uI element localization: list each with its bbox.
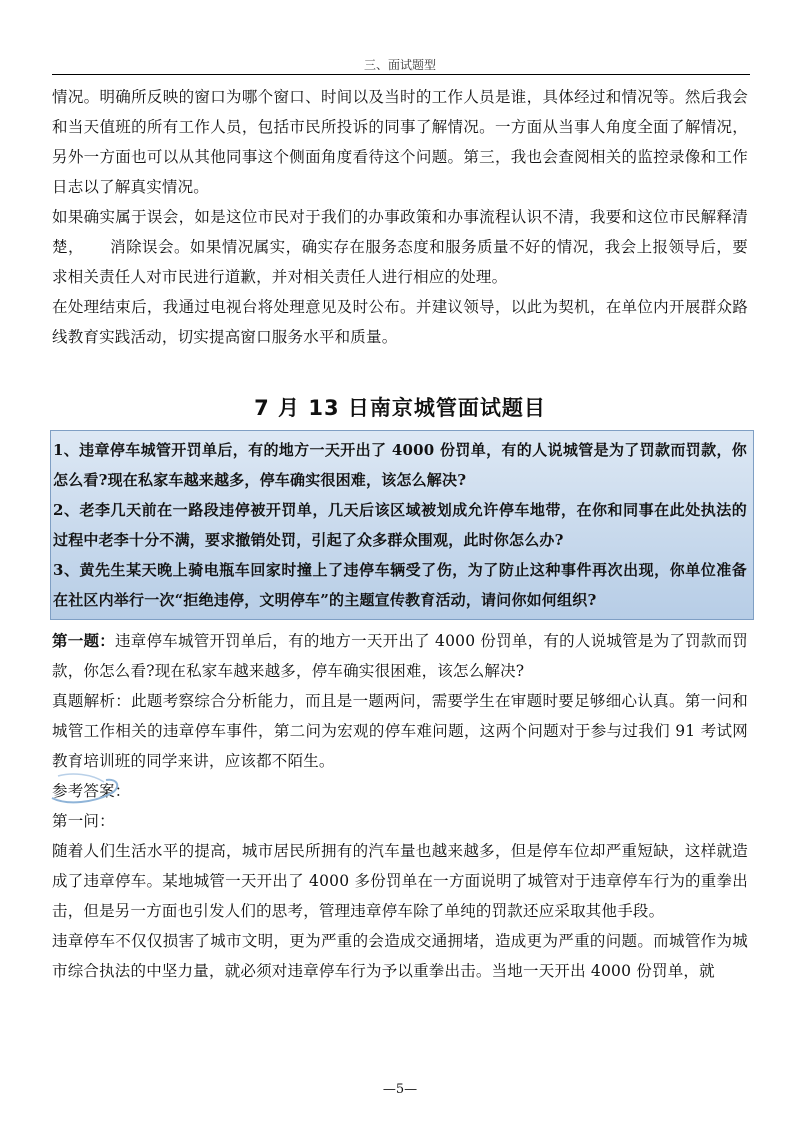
- page-content: [52, 82, 748, 986]
- intro-paragraph-2b: 消除误会。如果情况属实，确实存在服务态度和服务质量不好的情况，我会上报领导后，要求相关责任人对市民进行道歉，并对相关责任人进行相应的处理。: [52, 238, 748, 286]
- question-3: 3、黄先生某天晚上骑电瓶车回家时撞上了违停车辆受了伤，为了防止这种事件再次出现，你单位准备在社区内举行一次“拒绝违停，文明停车”的主题宣传教育活动，请问你如何组织?: [53, 561, 747, 609]
- intro-paragraph-3: 在处理结束后，我通过电视台将处理意见及时公布。并建议领导，以此为契机，在单位内开展群众路线教育实践活动，切实提高窗口服务水平和质量。: [52, 298, 748, 346]
- reference-answer-label: [52, 776, 131, 806]
- header-rule: [52, 74, 750, 75]
- analysis-paragraph: 真题解析：此题考察综合分析能力，而且是一题两问，需要学生在审题时要足够细心认真。第一问和城管工作相关的违章停车事件，第二问为宏观的停车难问题，这两个问题对于参与过我们 91 考试网教育培训班的同学来讲，应该都不陌生。: [52, 692, 748, 770]
- question-1: 1、违章停车城管开罚单后，有的地方一天开出了 4000 份罚单，有的人说城管是为了罚款而罚款，你怎么看?现在私家车越来越多，停车确实很困难，该怎么解决?: [53, 441, 747, 489]
- first-ask-label: 第一问：: [52, 812, 115, 830]
- reference-answer-text: 参考答案：: [52, 782, 131, 800]
- intro-paragraph-1: 情况。明确所反映的窗口为哪个窗口、时间以及当时的工作人员是谁，具体经过和情况等。然后我会和当天值班的所有工作人员，包括市民所投诉的同事了解情况。一方面从当事人角度全面了解情况，另外一方面也可以从其他同事这个侧面角度看待这个问题。第三，我也会查阅相关的监控录像和工作日志以了解真实情况。: [52, 88, 748, 196]
- answer-paragraph-1: 随着人们生活水平的提高，城市居民所拥有的汽车量也越来越多，但是停车位却严重短缺，这样就造成了违章停车。某地城管一天开出了 4000 多份罚单在一方面说明了城管对于违章停车行为的重拳出击，但是另一方面也引发人们的思考，管理违章停车除了单纯的罚款还应采取其他手段。: [52, 842, 748, 920]
- running-header: 三、面试题型: [363, 58, 436, 72]
- reference-answer-line: [52, 776, 748, 806]
- first-question-label: 第一题：: [52, 631, 115, 650]
- intro-paragraph-2a: 如果确实属于误会，如是这位市民对于我们的办事政策和办事流程认识不清，我要和这位市民解释清楚，: [52, 208, 748, 256]
- page-number: —5—: [382, 1082, 418, 1097]
- questions-box: [50, 430, 754, 620]
- question-2: 2、老李几天前在一路段违停被开罚单，几天后该区域被划成允许停车地带，在你和同事在此处执法的过程中老李十分不满，要求撤销处罚，引起了众多群众围观，此时你怎么办?: [53, 501, 747, 549]
- first-question: [52, 626, 748, 686]
- first-question-text: 违章停车城管开罚单后，有的地方一天开出了 4000 份罚单，有的人说城管是为了罚款而罚款，你怎么看?现在私家车越来越多，停车确实很困难，该怎么解决?: [52, 632, 748, 680]
- section-title: 7 月 13 日南京城管面试题目: [254, 396, 546, 420]
- intro-paragraph-2: [52, 202, 748, 292]
- answer-paragraph-2: 违章停车不仅仅损害了城市文明，更为严重的会造成交通拥堵，造成更为严重的问题。而城管作为城市综合执法的中坚力量，就必须对违章停车行为予以重拳出击。当地一天开出 4000 份罚单，就: [52, 932, 748, 980]
